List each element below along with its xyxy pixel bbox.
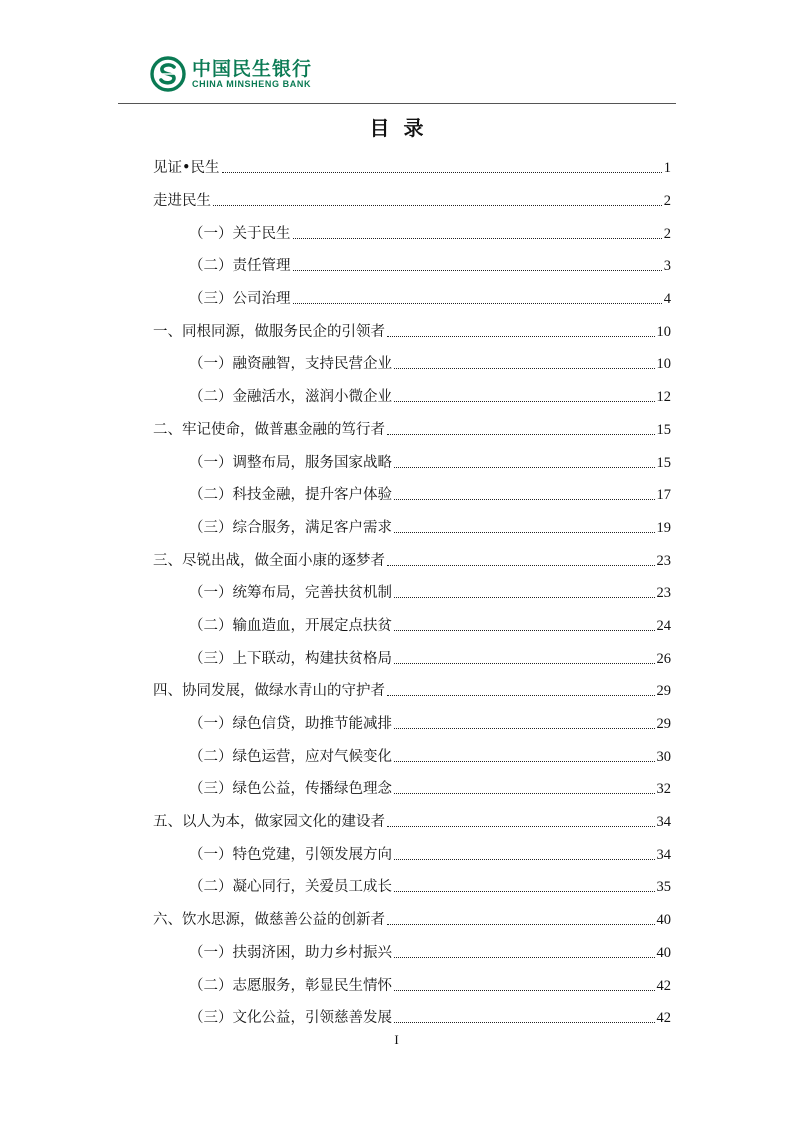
toc-page-number: 42 [656,977,671,994]
toc-subentry[interactable] [153,446,671,479]
toc-dot-leader [394,401,655,402]
toc-subentry[interactable] [153,708,671,741]
toc-dot-leader [394,859,655,860]
toc-subentry[interactable] [153,871,671,904]
toc-subentry[interactable] [153,1002,671,1035]
toc-entry[interactable] [153,315,671,348]
toc-page-number: 42 [656,1010,671,1027]
toc-entry-label: （二）凝心同行，关爱员工成长 [189,879,392,896]
header-divider [118,103,676,104]
toc-subentry[interactable] [153,250,671,283]
toc-page-number: 35 [656,879,671,896]
toc-page-number: 26 [656,650,671,667]
toc-page-number: 4 [663,291,671,308]
toc-entry-label: （一）融资融智，支持民营企业 [189,356,392,373]
toc-dot-leader [394,728,655,729]
toc-entry[interactable] [153,152,671,185]
toc-subentry[interactable] [153,642,671,675]
toc-page-number: 23 [656,552,671,569]
toc-page-number: 34 [656,846,671,863]
toc-dot-leader [394,499,655,500]
toc-entry-label: 五、以人为本，做家园文化的建设者 [153,814,385,831]
toc-subentry[interactable] [153,937,671,970]
toc-dot-leader [394,990,655,991]
toc-page-number: 29 [656,683,671,700]
toc-entry-label: 三、尽锐出战，做全面小康的逐梦者 [153,552,385,569]
toc-entry-label: （一）关于民生 [189,225,291,242]
toc-entry-label: 走进民生 [153,193,211,210]
toc-dot-leader [213,205,662,206]
toc-page-number: 40 [656,912,671,929]
toc-page-number: 12 [656,389,671,406]
toc-subentry[interactable] [153,348,671,381]
toc-dot-leader [394,532,655,533]
toc-dot-leader [293,270,662,271]
toc-page-number: 1 [663,160,671,177]
toc-page-number: 2 [663,225,671,242]
toc-dot-leader [394,1022,655,1023]
logo-english-name: CHINA MINSHENG BANK [192,78,312,89]
toc-entry-label: （一）调整布局，服务国家战略 [189,454,392,471]
toc-page-number: 17 [656,487,671,504]
toc-entry-label: （二）金融活水，滋润小微企业 [189,389,392,406]
toc-subentry[interactable] [153,773,671,806]
minsheng-logo-icon [150,56,186,92]
toc-dot-leader [387,336,655,337]
toc-dot-leader [394,761,655,762]
toc-entry-label: （三）上下联动，构建扶贫格局 [189,650,392,667]
toc-entry-label: （三）文化公益，引领慈善发展 [189,1010,392,1027]
toc-subentry[interactable] [153,610,671,643]
footer-page-number: I [394,1032,399,1047]
toc-subentry[interactable] [153,512,671,545]
toc-page-number: 32 [656,781,671,798]
toc-entry-label: （三）绿色公益，传播绿色理念 [189,781,392,798]
toc-entry-label: （一）特色党建，引领发展方向 [189,846,392,863]
toc-entry[interactable] [153,675,671,708]
toc-entry-label: （二）输血造血，开展定点扶贫 [189,617,392,634]
toc-subentry[interactable] [153,479,671,512]
toc-subentry[interactable] [153,577,671,610]
toc-dot-leader [394,891,655,892]
logo-chinese-name: 中国民生银行 [192,57,313,80]
toc-subentry[interactable] [153,740,671,773]
toc-page-number: 15 [656,421,671,438]
toc-page-number: 24 [656,617,671,634]
toc-page-number: 34 [656,814,671,831]
toc-entry-label: （二）志愿服务，彰显民生情怀 [189,977,392,994]
toc-dot-leader [293,238,662,239]
toc-entry-label: 见证•民生 [153,160,220,177]
toc-page-number: 40 [656,944,671,961]
toc-entry[interactable] [153,185,671,218]
toc-page-number: 19 [656,519,671,536]
toc-entry-label: （一）绿色信贷，助推节能减排 [189,716,392,733]
toc-page-number: 29 [656,716,671,733]
toc-entry-label: （一）统筹布局，完善扶贫机制 [189,585,392,602]
toc-dot-leader [387,565,655,566]
toc-dot-leader [387,924,655,925]
toc-entry-label: （一）扶弱济困，助力乡村振兴 [189,944,392,961]
toc-subentry[interactable] [153,381,671,414]
toc-subentry[interactable] [153,217,671,250]
toc-page-number: 30 [656,748,671,765]
toc-dot-leader [394,957,655,958]
toc-dot-leader [387,434,655,435]
toc-page-number: 3 [663,258,671,275]
toc-dot-leader [387,826,655,827]
toc-entry-label: 二、牢记使命，做普惠金融的笃行者 [153,421,385,438]
toc-dot-leader [394,630,655,631]
toc-subentry[interactable] [153,283,671,316]
toc-page-number: 15 [656,454,671,471]
toc-dot-leader [222,172,662,173]
toc-entry[interactable] [153,904,671,937]
table-of-contents [153,152,671,1035]
toc-subentry[interactable] [153,969,671,1002]
toc-entry[interactable] [153,414,671,447]
toc-dot-leader [394,597,655,598]
toc-dot-leader [394,793,655,794]
page-header [150,56,312,92]
toc-subentry[interactable] [153,838,671,871]
toc-dot-leader [387,695,655,696]
toc-entry-label: 一、同根同源，做服务民企的引领者 [153,323,385,340]
page-title: 目 录 [369,116,424,140]
toc-dot-leader [394,467,655,468]
toc-entry-label: 六、饮水思源，做慈善公益的创新者 [153,912,385,929]
toc-entry-label: （二）责任管理 [189,258,291,275]
toc-entry-label: （三）综合服务，满足客户需求 [189,519,392,536]
toc-dot-leader [394,663,655,664]
toc-page-number: 23 [656,585,671,602]
toc-page-number: 10 [656,323,671,340]
toc-entry-label: （二）科技金融，提升客户体验 [189,487,392,504]
toc-page-number: 2 [663,193,671,210]
logo-text [192,59,312,90]
toc-dot-leader [293,303,662,304]
toc-entry-label: （二）绿色运营，应对气候变化 [189,748,392,765]
toc-entry[interactable] [153,806,671,839]
toc-entry-label: （三）公司治理 [189,291,291,308]
toc-entry-label: 四、协同发展，做绿水青山的守护者 [153,683,385,700]
toc-dot-leader [394,368,655,369]
toc-entry[interactable] [153,544,671,577]
toc-page-number: 10 [656,356,671,373]
